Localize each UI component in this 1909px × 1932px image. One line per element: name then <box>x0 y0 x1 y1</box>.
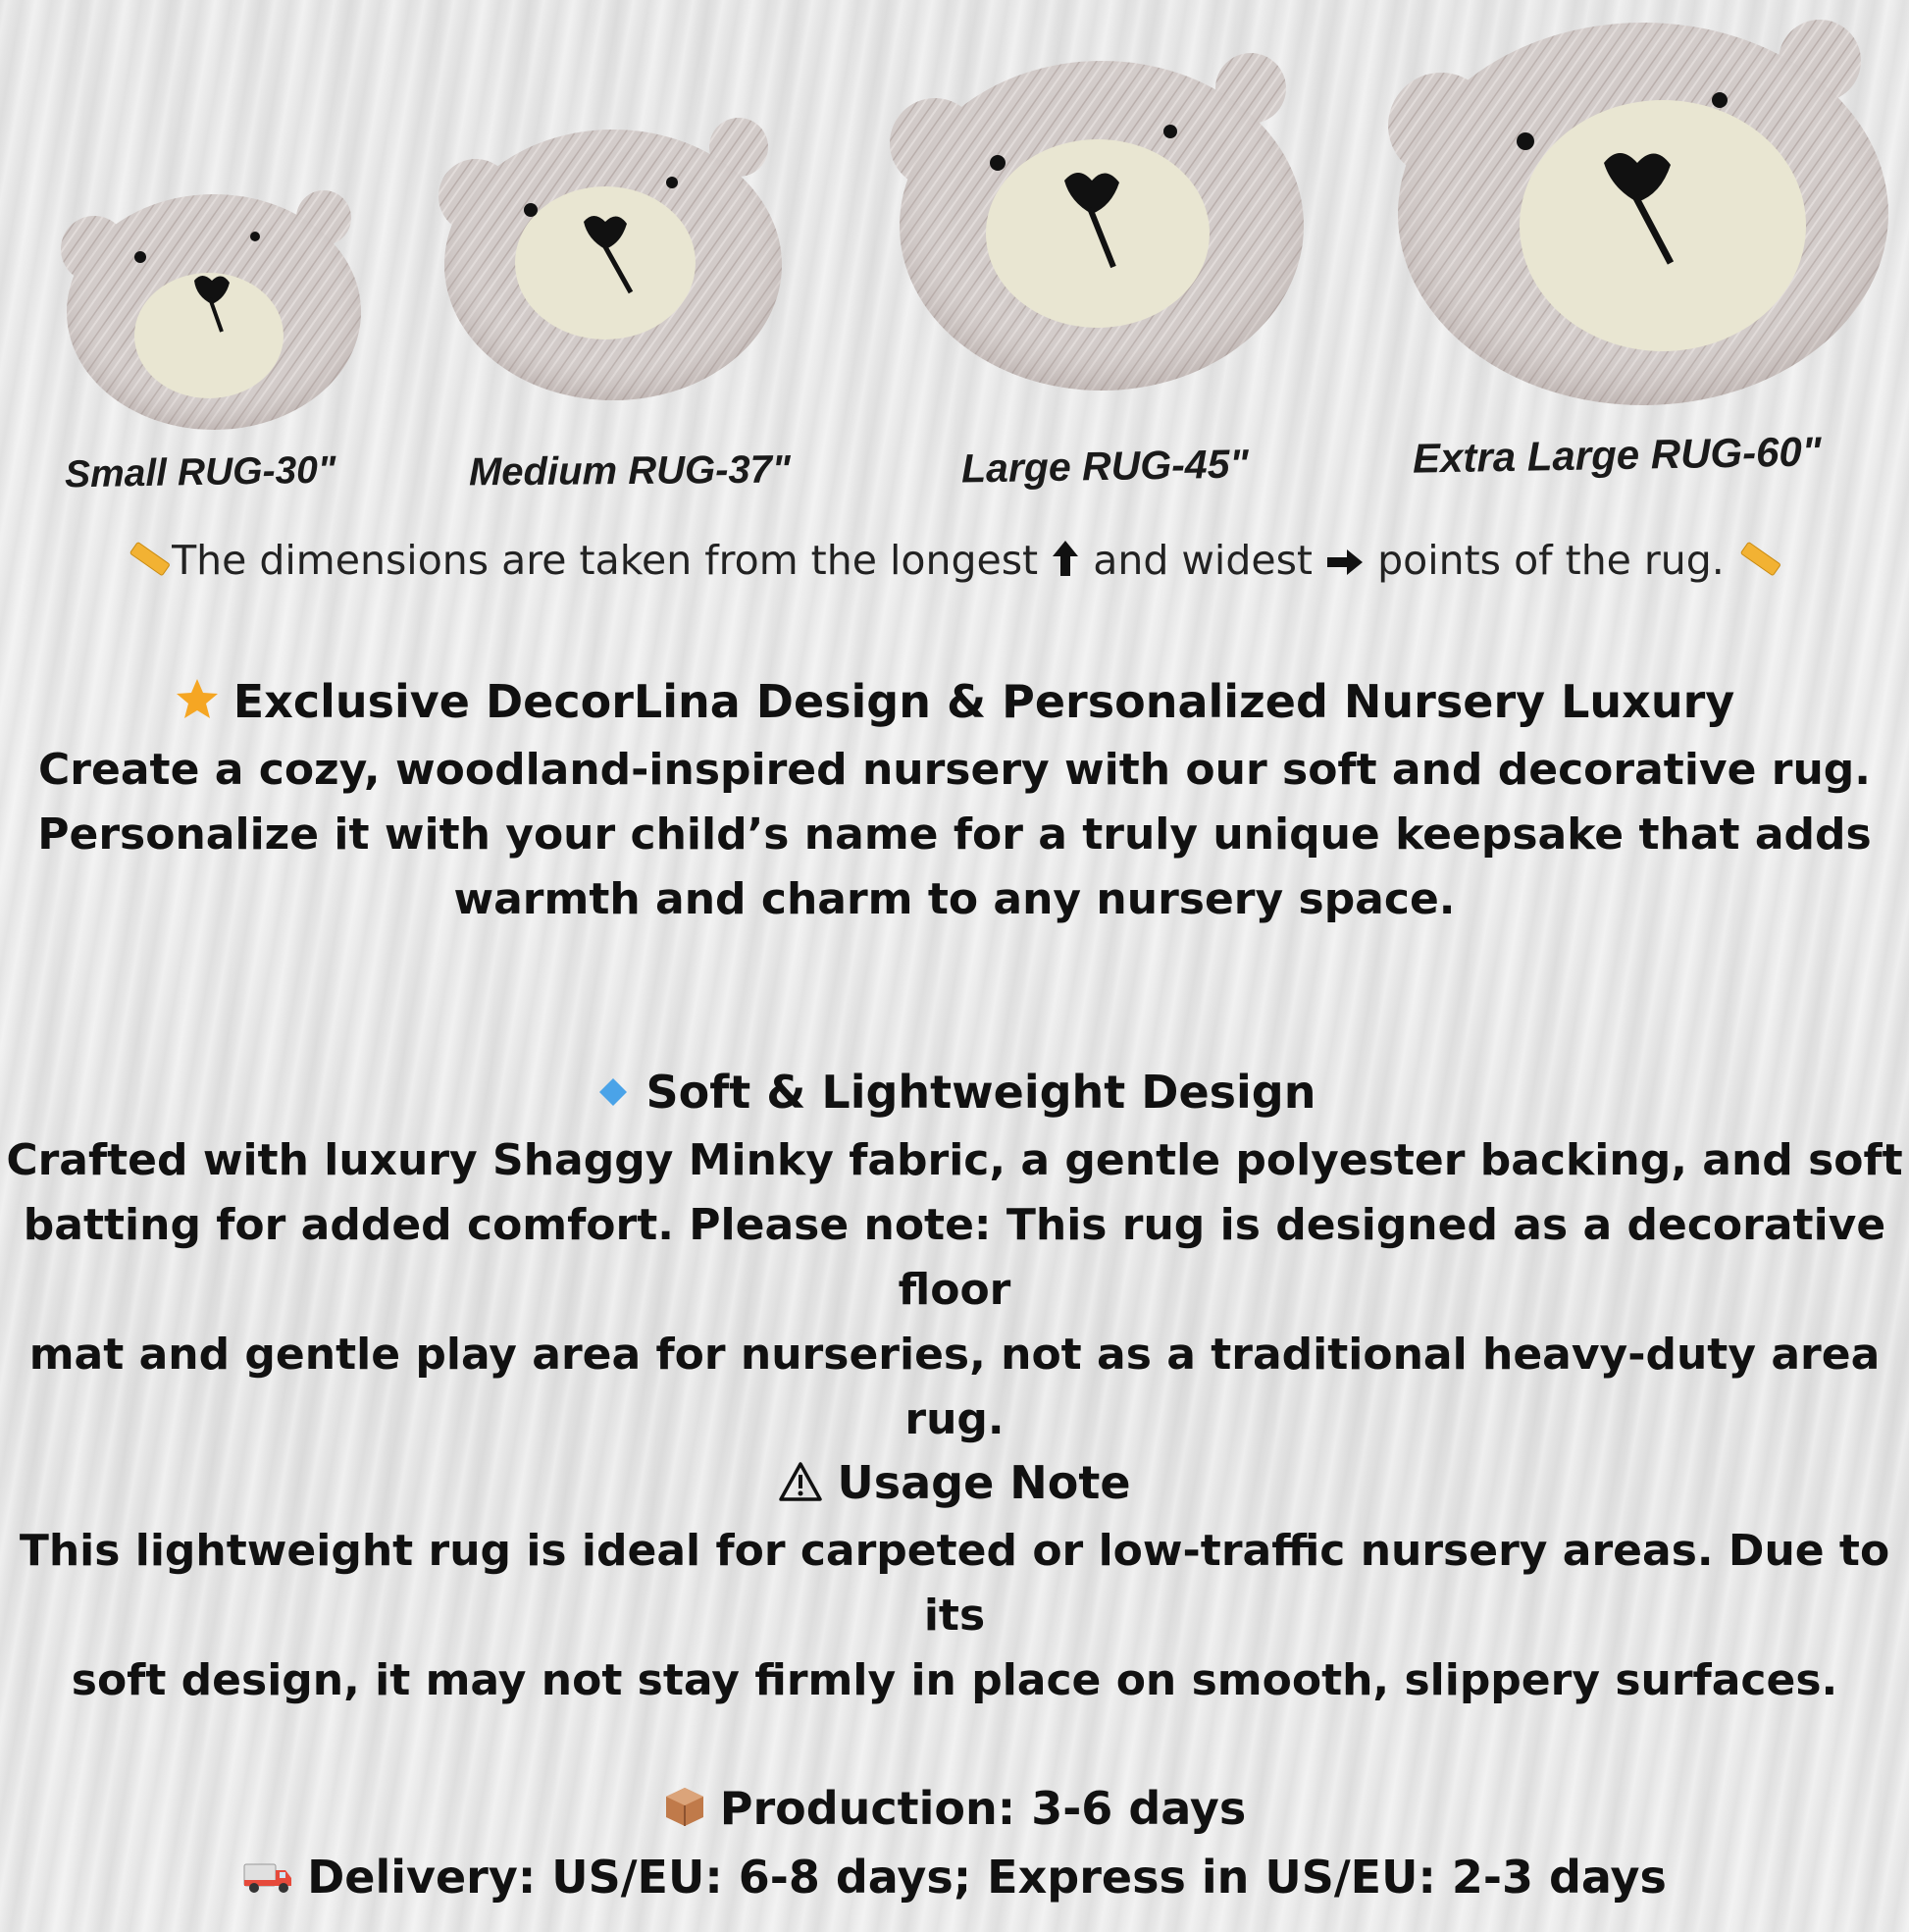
bear-rug-large-image <box>878 61 1310 399</box>
dimensions-note-prefix: The dimensions are taken from the longest <box>172 537 1039 584</box>
up-arrow-icon <box>1051 539 1080 588</box>
dimensions-note-middle: and widest <box>1093 537 1314 584</box>
exclusive-design-line-3: warmth and charm to any nursery space. <box>453 873 1456 924</box>
usage-note-heading: Usage Note <box>0 1450 1909 1519</box>
bear-rug-medium-image <box>427 128 790 407</box>
soft-lightweight-line-2: batting for added comfort. Please note: This rug is designed as a decorative floor <box>23 1199 1886 1315</box>
usage-note-section <box>0 1450 1909 1713</box>
exclusive-design-heading: Exclusive DecorLina Design & Personalized Nursery Luxury <box>0 669 1909 738</box>
usage-note-line-1: This lightweight rug is ideal for carpeted or low-traffic nursery areas. Due to its <box>19 1525 1890 1641</box>
rug-size-label-extra-large: Extra Large RUG-60" <box>1412 428 1823 482</box>
exclusive-design-section <box>0 669 1909 932</box>
star-icon <box>175 673 220 738</box>
bear-rug-small-image <box>47 188 371 434</box>
ruler-icon <box>127 536 172 591</box>
soft-lightweight-heading: Soft & Lightweight Design <box>0 1060 1909 1128</box>
usage-note-line-2: soft design, it may not stay firmly in place on smooth, slippery surfaces. <box>71 1654 1838 1705</box>
exclusive-design-line-1: Create a cozy, woodland-inspired nursery with our soft and decorative rug. <box>38 744 1871 795</box>
soft-lightweight-section <box>0 1060 1909 1452</box>
rug-size-label-medium: Medium RUG-37" <box>468 447 792 495</box>
soft-lightweight-line-3: mat and gentle play area for nurseries, not as a traditional heavy-duty area rug. <box>28 1329 1881 1444</box>
ruler-icon <box>1737 536 1782 591</box>
shipping-section <box>0 1776 1909 1912</box>
dimensions-note <box>0 536 1909 591</box>
delivery-line: Delivery: US/EU: 6-8 days; Express in US/EU: 2-3 days <box>0 1845 1909 1913</box>
soft-lightweight-line-1: Crafted with luxury Shaggy Minky fabric, a gentle polyester backing, and soft <box>6 1134 1903 1185</box>
bear-rug-extra-large-image <box>1378 22 1893 414</box>
package-icon <box>663 1780 706 1845</box>
exclusive-design-line-2: Personalize it with your child’s name for a truly unique keepsake that adds <box>37 809 1872 860</box>
warning-icon <box>778 1454 823 1519</box>
rug-size-label-large: Large RUG-45" <box>960 441 1250 492</box>
delivery-truck-icon <box>242 1848 293 1912</box>
production-line: Production: 3-6 days <box>0 1776 1909 1845</box>
dimensions-note-suffix: points of the rug. <box>1377 537 1725 584</box>
blue-diamond-icon <box>593 1064 633 1128</box>
rug-size-label-small: Small RUG-30" <box>64 448 336 496</box>
right-arrow-icon <box>1325 540 1365 587</box>
